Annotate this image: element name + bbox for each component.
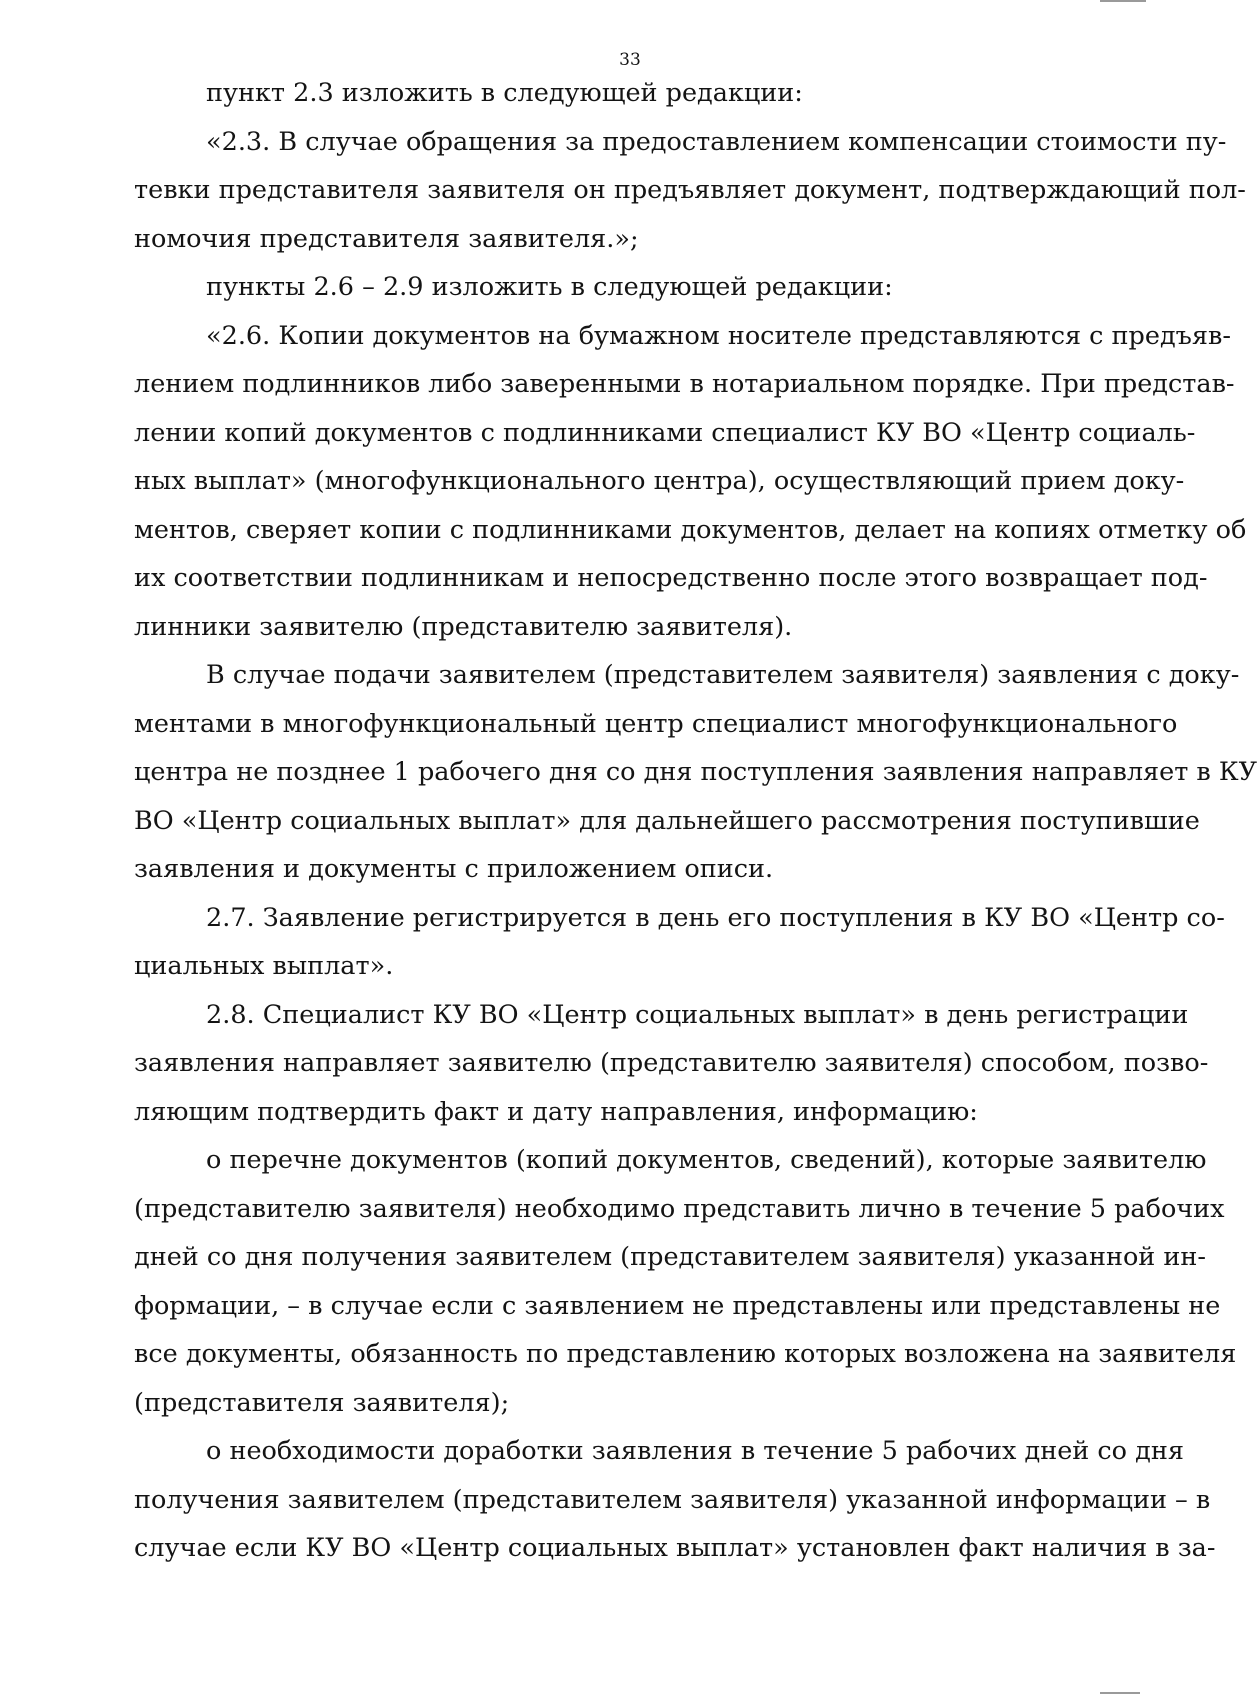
text-line: центра не позднее 1 рабочего дня со дня поступления заявления направляет в КУ bbox=[134, 757, 1258, 787]
text-line: В случае подачи заявителем (представителем заявителя) заявления с доку- bbox=[206, 660, 1240, 690]
text-line: «2.6. Копии документов на бумажном носителе представляются с предъяв- bbox=[206, 320, 1231, 351]
text-line: тевки представителя заявителя он предъявляет документ, подтверждающий пол- bbox=[134, 175, 1246, 205]
scan-artifact-top-right bbox=[1100, 0, 1146, 2]
paragraph-3 bbox=[134, 263, 1124, 312]
text-line: циальных выплат». bbox=[134, 951, 394, 981]
text-line: 2.8. Специалист КУ ВО «Центр социальных выплат» в день регистрации bbox=[206, 999, 1189, 1030]
text-line: случае если КУ ВО «Центр социальных выплат» установлен факт наличия в за- bbox=[134, 1533, 1216, 1563]
text-line: формации, – в случае если с заявлением не представлены или представлены не bbox=[134, 1290, 1221, 1321]
text-line: о перечне документов (копий документов, сведений), которые заявителю bbox=[206, 1145, 1207, 1175]
text-line: 2.7. Заявление регистрируется в день его поступления в КУ ВО «Центр со- bbox=[206, 902, 1225, 933]
paragraph-6 bbox=[134, 894, 1225, 991]
paragraph-2 bbox=[134, 118, 1246, 264]
scan-artifact-bottom-right bbox=[1100, 1692, 1140, 1694]
page-number: 33 bbox=[619, 50, 641, 70]
paragraph-8 bbox=[134, 1136, 1237, 1427]
text-line: получения заявителем (представителем заявителя) указанной информации – в bbox=[134, 1484, 1211, 1515]
text-line: (представителя заявителя); bbox=[134, 1387, 510, 1418]
text-line: все документы, обязанность по представлению которых возложена на заявителя bbox=[134, 1339, 1237, 1369]
text-line: пункты 2.6 – 2.9 изложить в следующей редакции: bbox=[206, 272, 893, 302]
text-line: ных выплат» (многофункционального центра), осуществляющий прием доку- bbox=[134, 466, 1185, 496]
text-line: «2.3. В случае обращения за предоставлением компенсации стоимости пу- bbox=[206, 126, 1227, 157]
text-line: заявления и документы с приложением описи. bbox=[134, 854, 774, 884]
text-line: ВО «Центр социальных выплат» для дальнейшего рассмотрения поступившие bbox=[134, 805, 1200, 836]
paragraph-1 bbox=[134, 69, 1124, 118]
text-line: лении копий документов с подлинниками специалист КУ ВО «Центр социаль- bbox=[134, 417, 1196, 448]
text-line: ляющим подтвердить факт и дату направления, информацию: bbox=[134, 1096, 978, 1127]
document-body bbox=[134, 69, 1258, 1573]
text-line: ментов, сверяет копии с подлинниками документов, делает на копиях отметку об bbox=[134, 514, 1247, 545]
text-line: о необходимости доработки заявления в течение 5 рабочих дней со дня bbox=[206, 1436, 1184, 1466]
text-line: номочия представителя заявителя.»; bbox=[134, 223, 639, 254]
paragraph-4 bbox=[134, 312, 1247, 652]
text-line: лением подлинников либо заверенными в нотариальном порядке. При представ- bbox=[134, 369, 1235, 399]
paragraph-9 bbox=[134, 1427, 1216, 1573]
text-line: ментами в многофункциональный центр специалист многофункционального bbox=[134, 708, 1178, 739]
text-line: линники заявителю (представителю заявителя). bbox=[134, 611, 793, 642]
text-line: пункт 2.3 изложить в следующей редакции: bbox=[206, 78, 803, 108]
text-line: дней со дня получения заявителем (представителем заявителя) указанной ин- bbox=[134, 1242, 1207, 1272]
paragraph-5 bbox=[134, 651, 1258, 894]
text-line: заявления направляет заявителю (представителю заявителя) способом, позво- bbox=[134, 1048, 1209, 1078]
text-line: их соответствии подлинникам и непосредственно после этого возвращает под- bbox=[134, 563, 1208, 593]
text-line: (представителю заявителя) необходимо представить лично в течение 5 рабочих bbox=[134, 1193, 1225, 1224]
paragraph-7 bbox=[134, 991, 1209, 1137]
